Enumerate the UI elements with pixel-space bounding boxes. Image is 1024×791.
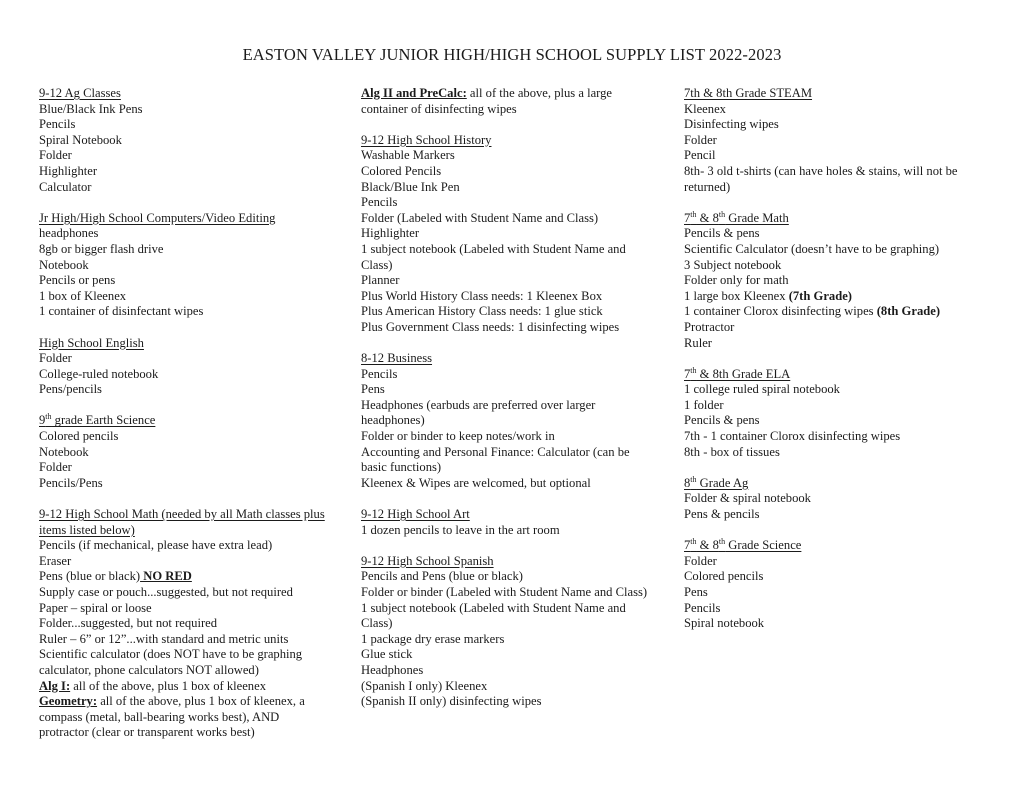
section-alg2-precalc: Alg II and PreCalc: all of the above, plus a large container of disinfecting wipes	[361, 86, 613, 116]
list-item: Pencils	[361, 366, 398, 381]
section-art	[361, 507, 651, 538]
section-history	[361, 133, 651, 336]
list-item: Pens & pencils	[684, 507, 760, 522]
list-item: 1 container of disinfectant wipes	[39, 304, 204, 319]
list-item: Accounting and Personal Finance: Calculator (can be basic functions)	[361, 444, 630, 475]
list-item: Disinfecting wipes	[684, 117, 779, 132]
list-item: Folder or binder to keep notes/work in	[361, 429, 555, 444]
section-math	[39, 507, 329, 741]
list-item: Spiral notebook	[684, 616, 765, 631]
list-item: Pens	[361, 382, 385, 397]
section-ag-8	[684, 476, 984, 523]
list-item: Folder	[684, 132, 717, 147]
page-title: EASTON VALLEY JUNIOR HIGH/HIGH SCHOOL SUPPLY LIST 2022-2023	[242, 45, 782, 64]
list-item: 1 package dry erase markers	[361, 631, 505, 646]
list-item: 8th- 3 old t-shirts (can have holes & stains, will not be returned)	[684, 163, 958, 194]
list-item: Scientific calculator (does NOT have to be graphing calculator, phone calculators NOT allowed)	[39, 647, 303, 677]
section-heading: 9-12 High School Spanish	[361, 553, 494, 568]
list-item: Spiral Notebook	[39, 132, 122, 147]
section-heading: 7th & 8th Grade ELA	[684, 365, 791, 381]
list-item: Headphones	[361, 662, 424, 677]
section-business	[361, 351, 651, 491]
section-heading: 9-12 Ag Classes	[39, 86, 121, 100]
list-item: Pens/pencils	[39, 382, 102, 397]
list-item: Folder & spiral notebook	[684, 491, 811, 506]
list-item: Highlighter	[39, 163, 98, 178]
list-item: Alg I: all of the above, plus 1 box of kleenex	[39, 678, 266, 693]
list-item: Colored pencils	[684, 569, 764, 584]
list-item: Plus World History Class needs: 1 Kleenex Box	[361, 288, 603, 303]
list-item: 1 dozen pencils to leave in the art room	[361, 522, 560, 537]
list-item: 1 subject notebook (Labeled with Student Name and Class)	[361, 600, 626, 631]
list-item: headphones	[39, 226, 99, 241]
list-item: Pens (blue or black) NO RED	[39, 569, 192, 584]
list-item: Folder	[39, 460, 72, 475]
column-2	[361, 86, 651, 710]
section-heading: 8th Grade Ag	[684, 474, 749, 490]
list-item: Headphones (earbuds are preferred over larger headphones)	[361, 397, 596, 428]
column-1	[39, 86, 329, 741]
list-item: Protractor	[684, 319, 735, 334]
section-heading: 9-12 High School Math (needed by all Math classes plus items listed below)	[39, 507, 325, 537]
section-ela-78	[684, 367, 984, 461]
list-item: 8gb or bigger flash drive	[39, 241, 164, 256]
section-heading: 7th & 8th Grade Science	[684, 537, 802, 553]
section-earth-science	[39, 413, 329, 491]
list-item: 1 college ruled spiral notebook	[684, 382, 840, 397]
list-item: 7th - 1 container Clorox disinfecting wipes	[684, 429, 901, 444]
list-item: Paper – spiral or loose	[39, 600, 152, 615]
column-3	[684, 86, 984, 632]
list-item: Pencils	[361, 195, 398, 210]
list-item: Calculator	[39, 179, 92, 194]
list-item: Colored Pencils	[361, 163, 442, 178]
section-heading: 7th & 8th Grade Math	[684, 209, 789, 225]
list-item: 1 folder	[684, 397, 724, 412]
list-item: 3 Subject notebook	[684, 257, 782, 272]
section-spanish	[361, 554, 651, 710]
list-item: Pencils	[684, 600, 721, 615]
section-math-78	[684, 211, 984, 351]
list-item: Pencils (if mechanical, please have extra lead)	[39, 538, 273, 553]
list-item: Pencils/Pens	[39, 475, 103, 490]
list-item: Washable Markers	[361, 148, 455, 163]
list-item: College-ruled notebook	[39, 366, 159, 381]
section-heading: High School English	[39, 335, 144, 350]
list-item: Pencils or pens	[39, 273, 116, 288]
list-item: Colored pencils	[39, 429, 119, 444]
section-science-78	[684, 538, 984, 632]
list-item: Folder	[684, 553, 717, 568]
list-item: 1 large box Kleenex (7th Grade)	[684, 288, 852, 303]
list-item: Folder only for math	[684, 273, 789, 288]
list-item: Kleenex	[684, 101, 726, 116]
section-steam	[684, 86, 984, 195]
list-item: Pencils & pens	[684, 413, 760, 428]
list-item: Folder	[39, 351, 72, 366]
list-item: Pencil	[684, 148, 716, 163]
list-item: Plus American History Class needs: 1 glue stick	[361, 304, 603, 319]
list-item: Ruler	[684, 335, 712, 350]
list-item: Folder	[39, 148, 72, 163]
list-item: Supply case or pouch...suggested, but not required	[39, 585, 293, 599]
list-item: 1 subject notebook (Labeled with Student Name and Class)	[361, 241, 626, 272]
section-heading: Jr High/High School Computers/Video Editing	[39, 210, 276, 225]
list-item: Notebook	[39, 444, 89, 459]
list-item: Folder...suggested, but not required	[39, 616, 218, 631]
section-heading: 9-12 High School History	[361, 132, 492, 147]
section-computers	[39, 211, 329, 320]
list-item: (Spanish I only) Kleenex	[361, 678, 488, 693]
list-item: 8th - box of tissues	[684, 444, 780, 459]
list-item: Highlighter	[361, 226, 420, 241]
section-english	[39, 336, 329, 398]
list-item: Blue/Black Ink Pens	[39, 101, 143, 116]
list-item: Pencils & pens	[684, 226, 760, 241]
list-item: Planner	[361, 273, 400, 288]
list-item: Notebook	[39, 257, 89, 272]
section-heading: 9-12 High School Art	[361, 507, 470, 522]
list-item: Ruler – 6” or 12”...with standard and metric units	[39, 631, 289, 646]
list-item: Geometry: all of the above, plus 1 box of kleenex, a compass (metal, ball-bearing works best), AND protractor (clear or transparent works best)	[39, 694, 305, 740]
list-item: 1 box of Kleenex	[39, 288, 127, 303]
list-item: Pencils and Pens (blue or black)	[361, 569, 523, 584]
list-item: Eraser	[39, 553, 72, 568]
list-item: Black/Blue Ink Pen	[361, 179, 460, 194]
section-heading: 7th & 8th Grade STEAM	[684, 86, 813, 100]
section-heading: 9th grade Earth Science	[39, 412, 156, 428]
list-item: Scientific Calculator (doesn’t have to be graphing)	[684, 241, 940, 256]
list-item: Pens	[684, 585, 708, 599]
section-heading: 8-12 Business	[361, 351, 433, 366]
list-item: Kleenex & Wipes are welcomed, but optional	[361, 475, 591, 490]
list-item: Folder (Labeled with Student Name and Class)	[361, 210, 599, 225]
list-item: (Spanish II only) disinfecting wipes	[361, 694, 542, 709]
list-item: Folder or binder (Labeled with Student Name and Class)	[361, 585, 648, 599]
list-item: Glue stick	[361, 647, 413, 662]
list-item: Plus Government Class needs: 1 disinfecting wipes	[361, 319, 620, 334]
section-ag-classes	[39, 86, 329, 195]
list-item: 1 container Clorox disinfecting wipes (8th Grade)	[684, 304, 941, 319]
list-item: Pencils	[39, 117, 76, 132]
